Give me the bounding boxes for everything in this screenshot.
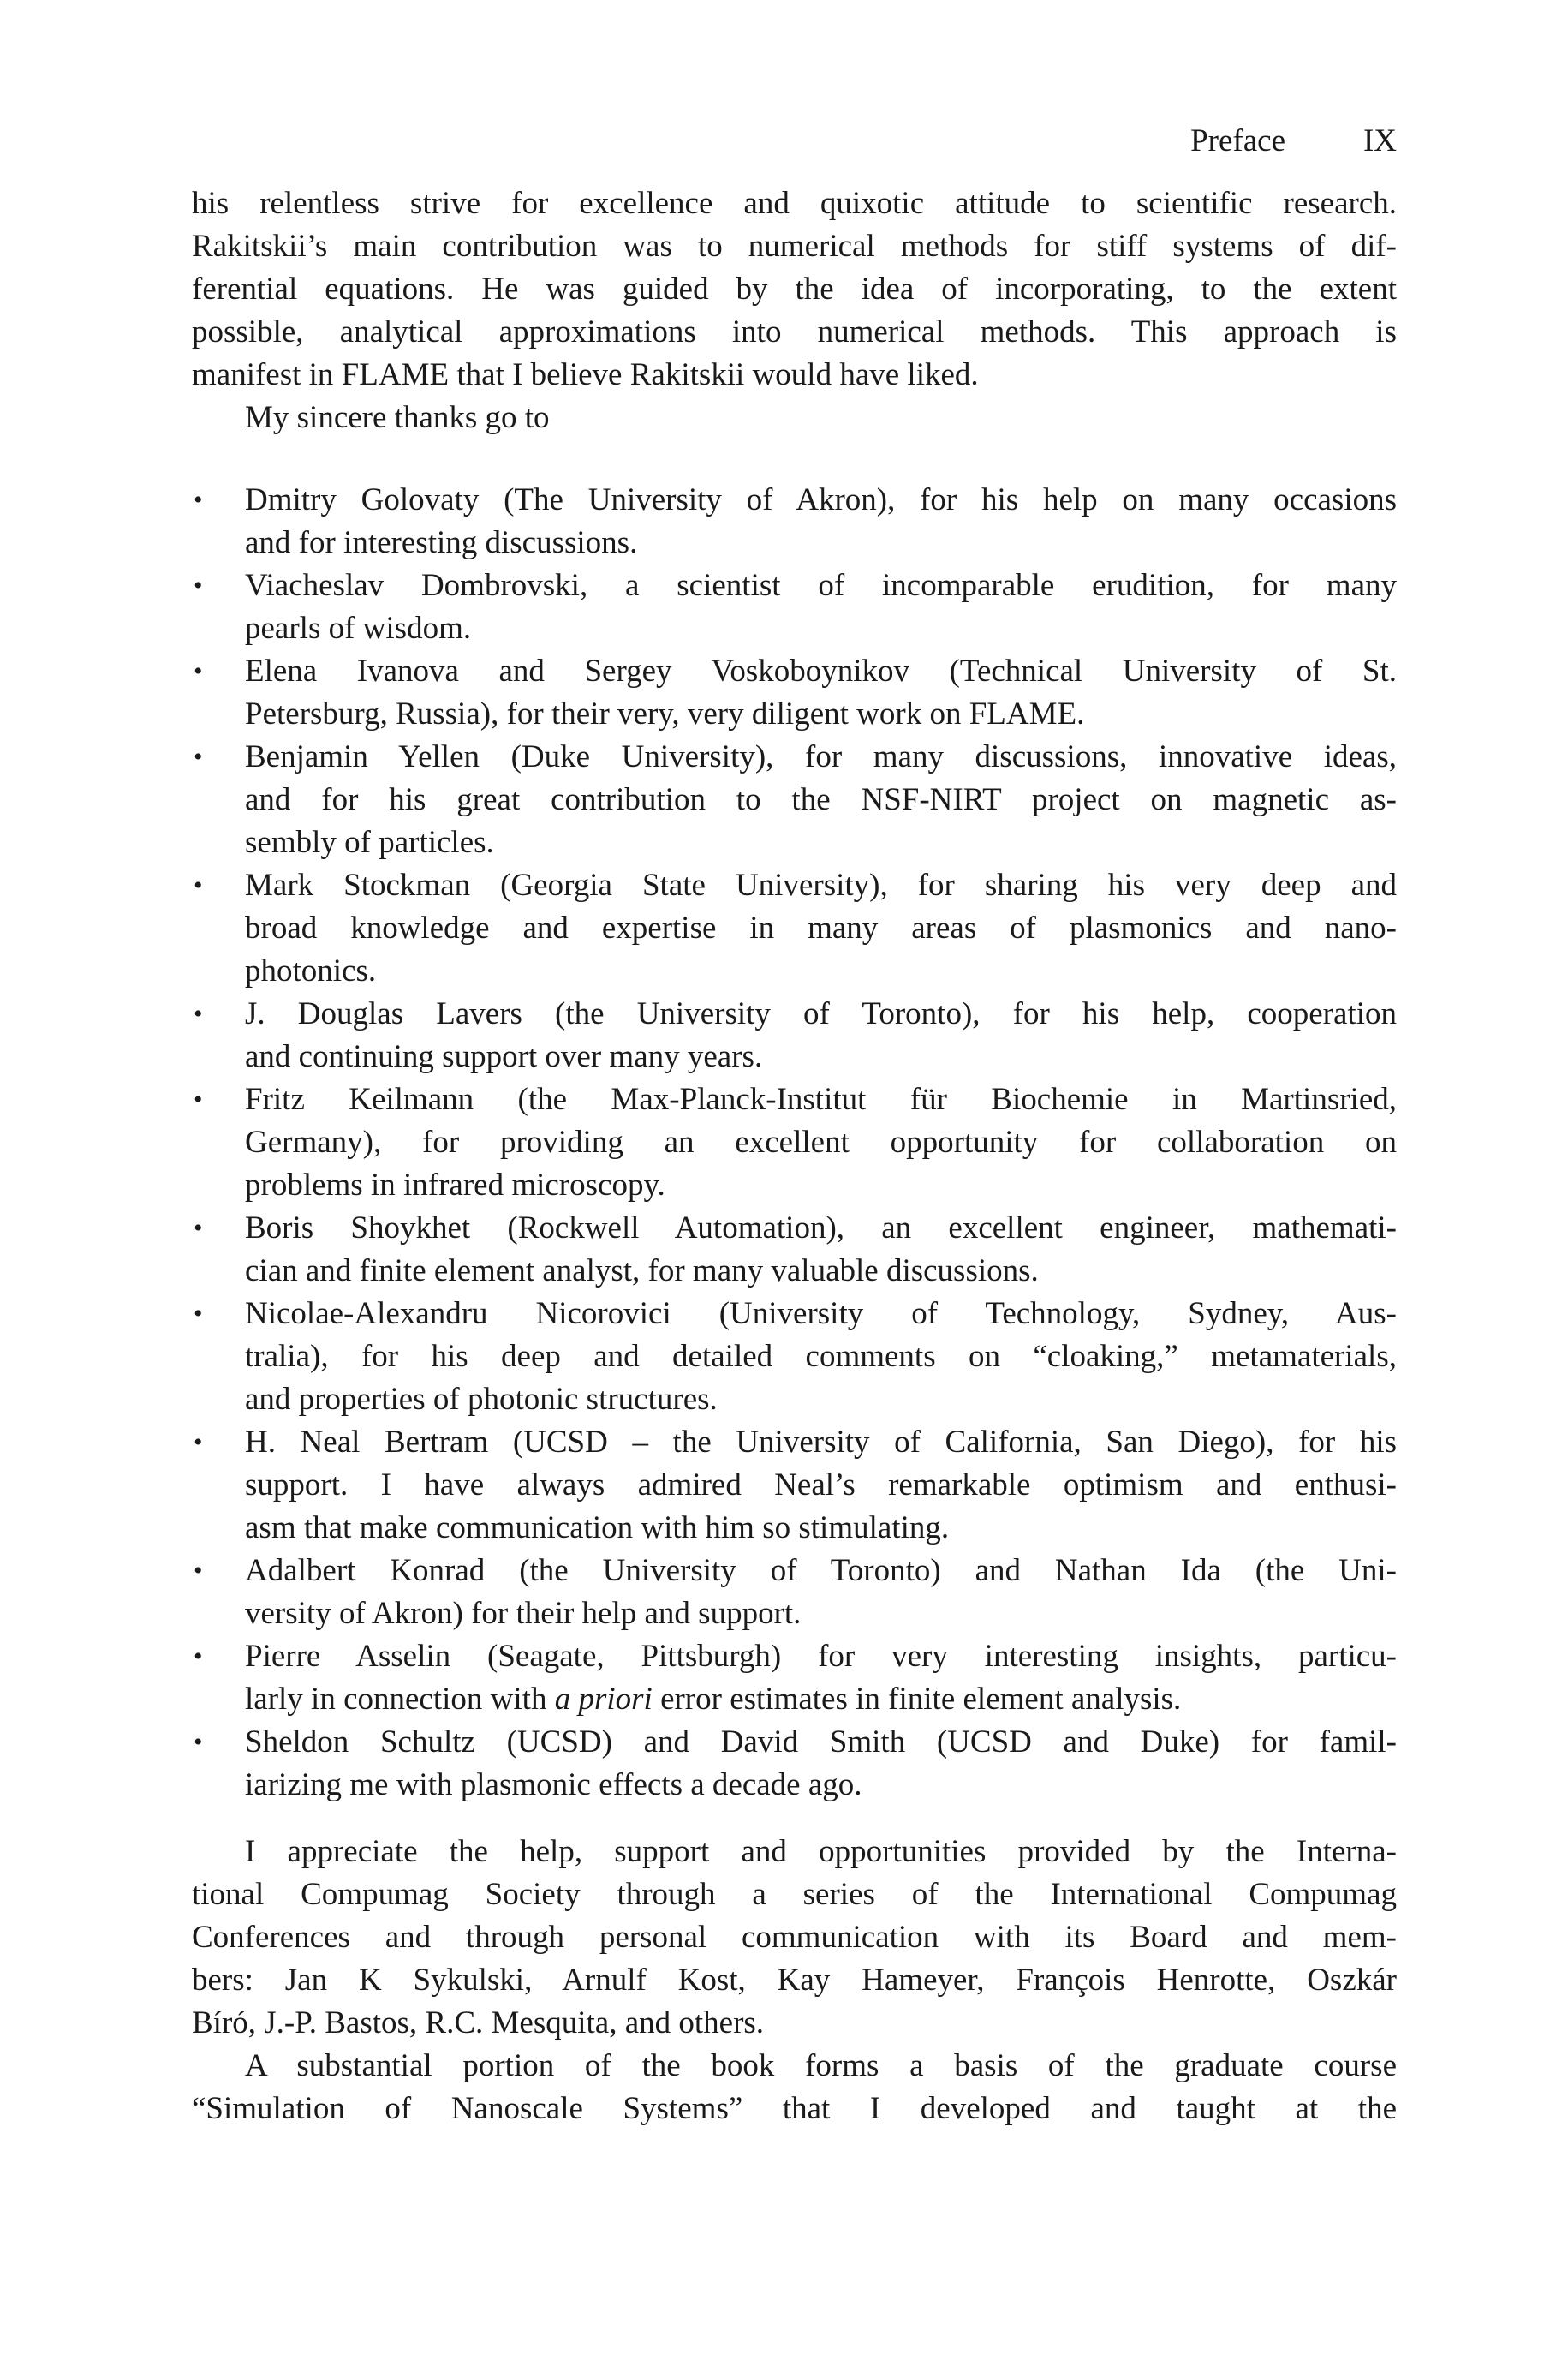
text-line: asm that make communication with him so stimulating. [245,1510,950,1545]
text-segment: error estimates in finite element analysis. [652,1682,1182,1717]
text-line: Adalbert Konrad (the University of Toronto) and Nathan Ida (the Uni- [245,1553,1397,1588]
text-line: “Simulation of Nanoscale Systems” that I developed and taught at the [192,2091,1397,2126]
bullet-icon: • [194,1000,203,1028]
text-line: pearls of wisdom. [245,611,472,646]
text-line: his relentless strive for excellence and quixotic attitude to scientific research. [192,186,1397,221]
text-line: Pierre Asselin (Seagate, Pittsburgh) for very interesting insights, particu- [245,1639,1397,1674]
page-number: IX [1362,123,1397,158]
paragraph [192,1831,1397,2045]
text-line: Elena Ivanova and Sergey Voskoboynikov (Technical University of St. [245,654,1397,689]
page-body [192,182,1397,2130]
italic-phrase: a priori [554,1682,653,1717]
bullet-icon: • [194,1428,203,1456]
text-line: Petersburg, Russia), for their very, very diligent work on FLAME. [245,696,1085,732]
text-line: Nicolae-Alexandru Nicorovici (University of Technology, Sydney, Aus- [245,1296,1397,1331]
text-line: Bíró, J.-P. Bastos, R.C. Mesquita, and others. [192,2005,765,2040]
text-line: broad knowledge and expertise in many areas of plasmonics and nano- [245,911,1397,946]
bullet-icon: • [194,571,203,600]
text-line: problems in infrared microscopy. [245,1168,665,1203]
text-line: J. Douglas Lavers (the University of Toronto), for his help, cooperation [245,996,1397,1031]
text-line: Fritz Keilmann (the Max-Planck-Institut für Biochemie in Martinsried, [245,1082,1397,1117]
bullet-icon: • [194,486,203,514]
bullet-icon: • [194,743,203,771]
text-segment: larly in connection with [245,1682,555,1717]
text-line: support. I have always admired Neal’s remarkable optimism and enthusi- [245,1467,1397,1503]
text-line: ferential equations. He was guided by the idea of incorporating, to the extent [192,272,1397,307]
text-line: Mark Stockman (Georgia State University), for sharing his very deep and [245,868,1397,903]
bullet-icon: • [194,1300,203,1328]
acknowledgement-list [192,479,1397,1807]
bullet-icon: • [194,1214,203,1242]
text-line: Viacheslav Dombrovski, a scientist of incomparable erudition, for many [245,568,1397,603]
text-line: Rakitskii’s main contribution was to numerical methods for stiff systems of dif- [192,229,1397,264]
text-line [245,1678,1397,1721]
text-line: Germany), for providing an excellent opportunity for collaboration on [245,1125,1397,1160]
text-line: and continuing support over many years. [245,1039,763,1074]
list-item [192,1293,1397,1421]
running-header [192,120,1397,163]
text-line: I appreciate the help, support and opportunities provided by the Interna- [245,1834,1397,1869]
list-item [192,479,1397,565]
text-line: and for his great contribution to the NSF-NIRT project on magnetic as- [245,782,1397,817]
paragraph [192,2045,1397,2130]
text-line: H. Neal Bertram (UCSD – the University of California, San Diego), for his [245,1425,1397,1460]
text-line: possible, analytical approximations into numerical methods. This approach is [192,314,1397,350]
paragraph [192,397,1397,439]
text-line: iarizing me with plasmonic effects a decade ago. [245,1767,862,1802]
text-line: tional Compumag Society through a series of the International Compumag [192,1877,1397,1912]
text-line: Boris Shoykhet (Rockwell Automation), an excellent engineer, mathemati- [245,1210,1397,1246]
list-item [192,650,1397,736]
list-item [192,736,1397,864]
text-line: Benjamin Yellen (Duke University), for many discussions, innovative ideas, [245,739,1397,774]
list-item [192,1721,1397,1807]
bullet-icon: • [194,657,203,685]
list-item [192,1078,1397,1207]
list-item [192,1207,1397,1293]
running-header-title: Preface [1190,123,1285,158]
text-line: photonics. [245,953,377,989]
bullet-icon: • [194,1085,203,1114]
text-line: sembly of particles. [245,825,494,860]
bullet-icon: • [194,1556,203,1585]
text-line: Conferences and through personal communication with its Board and mem- [192,1920,1397,1955]
list-item [192,565,1397,650]
bullet-icon: • [194,1728,203,1756]
text-line: and properties of photonic structures. [245,1382,718,1417]
text-line: bers: Jan K Sykulski, Arnulf Kost, Kay Hameyer, François Henrotte, Oszkár [192,1963,1397,1998]
list-item [192,864,1397,993]
text-line: Dmitry Golovaty (The University of Akron), for his help on many occasions [245,482,1397,517]
text-line: Sheldon Schultz (UCSD) and David Smith (UCSD and Duke) for famil- [245,1724,1397,1760]
text-line: My sincere thanks go to [245,400,550,435]
bullet-icon: • [194,871,203,899]
list-item [192,1550,1397,1635]
text-line: versity of Akron) for their help and support. [245,1596,802,1631]
text-line: cian and finite element analyst, for many valuable discussions. [245,1253,1039,1288]
paragraph [192,182,1397,397]
bullet-icon: • [194,1642,203,1670]
list-item [192,1635,1397,1721]
text-line: manifest in FLAME that I believe Rakitskii would have liked. [192,357,979,392]
list-item [192,1421,1397,1550]
text-line: tralia), for his deep and detailed comments on “cloaking,” metamaterials, [245,1339,1397,1374]
text-line: and for interesting discussions. [245,525,638,560]
text-line: A substantial portion of the book forms a basis of the graduate course [245,2048,1397,2083]
list-item [192,993,1397,1078]
